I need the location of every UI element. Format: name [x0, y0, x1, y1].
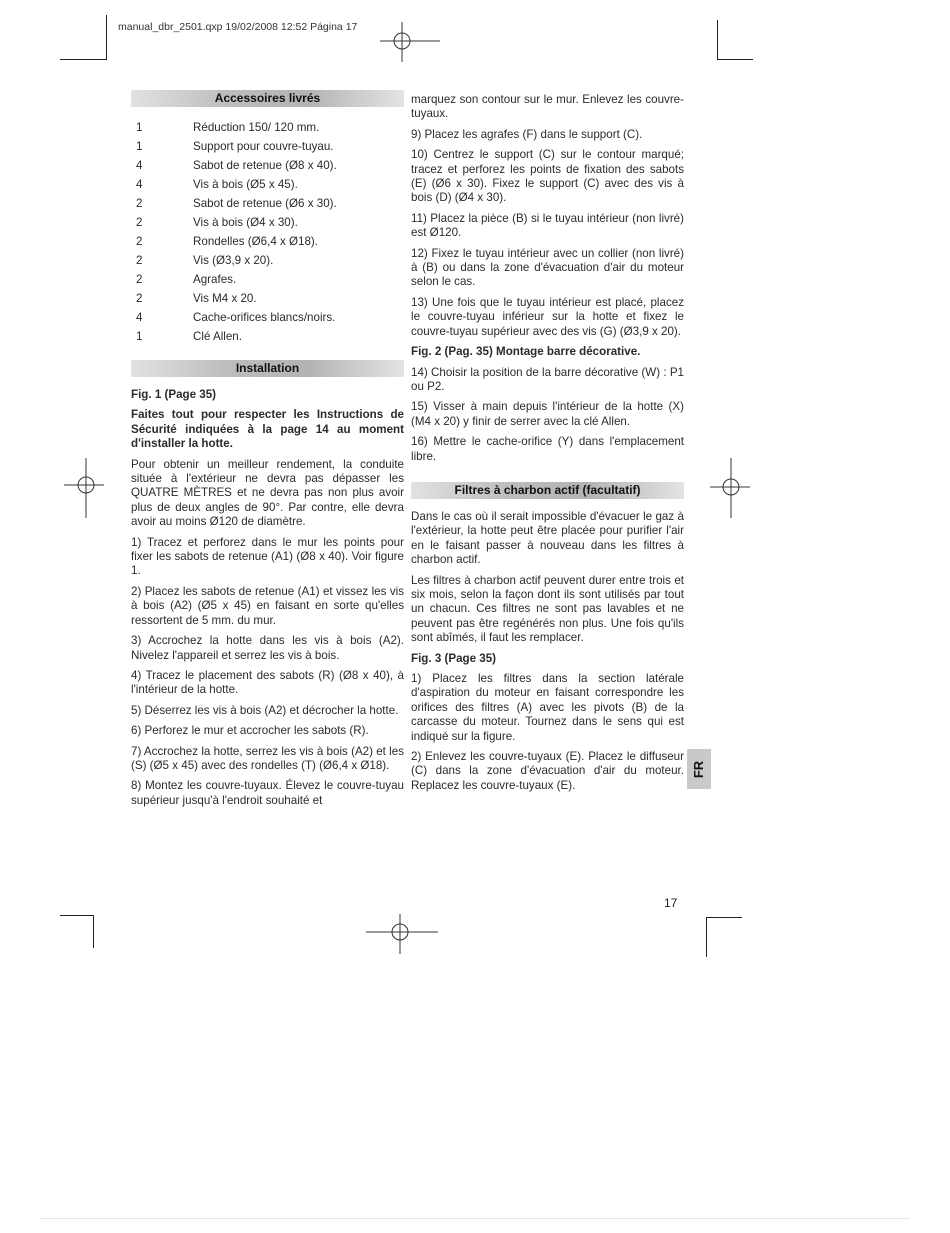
accessory-row	[131, 216, 337, 235]
decorative-bar-step: 15) Visser à main depuis l'intérieur de la hotte (X) (M4 x 20) y finir de serrer avec la clé Allen.	[411, 400, 684, 428]
decorative-bar-steps	[411, 366, 684, 464]
accessory-qty: 2	[136, 216, 143, 229]
language-tab	[687, 749, 711, 789]
section-title-accessories: Accessoires livrés	[131, 90, 404, 107]
accessory-desc: Vis (Ø3,9 x 20).	[193, 254, 274, 267]
accessory-qty: 2	[136, 254, 143, 267]
filters-para-2: Les filtres à charbon actif peuvent durer entre trois et six mois, selon la façon dont ils sont utilisés par tout un chacun. Ces filtres ne sont pas lavables et ne peuvent pas être regénérés non plus. Une fois qu'ils sont abîmés, il faut les remplacer.	[411, 573, 684, 645]
crop-mark-top-left	[106, 15, 107, 60]
fig3-caption: Fig. 3 (Page 35)	[411, 651, 497, 665]
installation-step: 3) Accrochez la hotte dans les vis à bois (A2). Nivelez l'appareil et serrez les vis à bois.	[131, 634, 404, 662]
accessory-desc: Agrafes.	[193, 273, 237, 286]
installation-step: 11) Placez la pièce (B) si le tuyau intérieur (non livré) est Ø120.	[411, 211, 684, 240]
accessory-qty: 1	[136, 140, 143, 153]
crop-mark-bottom-right-h	[706, 917, 742, 918]
section-title-installation: Installation	[131, 360, 404, 377]
accessory-row	[131, 273, 337, 292]
accessory-row	[131, 254, 337, 273]
accessory-qty: 1	[136, 330, 143, 343]
accessory-desc: Vis à bois (Ø4 x 30).	[193, 216, 298, 229]
installation-step: 1) Tracez et perforez dans le mur les points pour fixer les sabots de retenue (A1) (Ø8 x 40). Voir figure 1.	[131, 535, 404, 578]
accessories-table	[131, 121, 337, 349]
decorative-bar-step: 16) Mettre le cache-orifice (Y) dans l'emplacement libre.	[411, 435, 684, 463]
filters-para-1: Dans le cas où il serait impossible d'évacuer le gaz à l'extérieur, la hotte peut être placée pour purifier l'air en le faisant passer à nouveau dans les filtres à charbon actif.	[411, 509, 684, 567]
accessory-row	[131, 311, 337, 330]
file-header: manual_dbr_2501.qxp 19/02/2008 12:52 Página 17	[118, 21, 358, 33]
registration-mark-right-icon	[710, 458, 750, 518]
accessory-qty: 1	[136, 121, 143, 134]
accessory-qty: 2	[136, 197, 143, 210]
filters-steps	[411, 672, 684, 793]
accessory-row	[131, 330, 337, 349]
crop-mark-bottom-left	[93, 915, 94, 948]
accessory-qty: 4	[136, 159, 143, 172]
accessory-desc: Réduction 150/ 120 mm.	[193, 121, 320, 134]
accessory-desc: Vis à bois (Ø5 x 45).	[193, 178, 298, 191]
installation-step: 4) Tracez le placement des sabots (R) (Ø8 x 40), à l'intérieur de la hotte.	[131, 668, 404, 697]
installation-step: 2) Placez les sabots de retenue (A1) et vissez les vis à bois (A2) (Ø5 x 45) en faisant en sorte qu'elles ressortent de 5 mm. du mur.	[131, 584, 404, 627]
installation-step: 12) Fixez le tuyau intérieur avec un collier (non livré) à (B) ou dans la zone d'évacuation d'air du moteur selon le cas.	[411, 246, 684, 289]
crop-mark-bottom-left-h	[60, 915, 94, 916]
language-tab-label: FR	[691, 760, 707, 779]
page-number: 17	[664, 896, 678, 910]
installation-step: marquez son contour sur le mur. Enlevez les couvre-tuyaux.	[411, 93, 684, 121]
accessory-row	[131, 121, 337, 140]
accessory-desc: Sabot de retenue (Ø6 x 30).	[193, 197, 337, 210]
left-column	[131, 90, 404, 814]
accessory-desc: Support pour couvre-tuyau.	[193, 140, 334, 153]
installation-step: 10) Centrez le support (C) sur le contour marqué; tracez et perforez les points de fixation des sabots (E) (Ø6 x 30). Fixez le support (C) avec des vis à bois (D) (Ø4 x 30).	[411, 148, 684, 205]
accessory-qty: 2	[136, 235, 143, 248]
accessory-row	[131, 292, 337, 311]
accessory-desc: Rondelles (Ø6,4 x Ø18).	[193, 235, 319, 248]
safety-warning: Faites tout pour respecter les Instructions de Sécurité indiquées à la page 14 au moment d'installer la hotte.	[131, 408, 404, 451]
installation-step: 6) Perforez le mur et accrocher les sabots (R).	[131, 724, 369, 738]
installation-step: 8) Montez les couvre-tuyaux. Élevez le couvre-tuyau supérieur jusqu'à l'endroit souhaité et	[131, 779, 404, 807]
registration-mark-bottom-icon	[366, 914, 438, 954]
registration-mark-left-icon	[64, 458, 104, 518]
accessory-qty: 2	[136, 273, 143, 286]
installation-step: 7) Accrochez la hotte, serrez les vis à bois (A2) et les (S) (Ø5 x 45) avec des rondelles (T) (Ø6,4 x Ø18).	[131, 744, 404, 772]
accessory-row	[131, 178, 337, 197]
accessory-desc: Cache-orifices blancs/noirs.	[193, 311, 336, 324]
crop-mark-top-right	[717, 20, 718, 60]
installation-steps-right	[411, 93, 684, 339]
accessory-qty: 4	[136, 311, 143, 324]
crop-mark-top-right-h	[717, 59, 753, 60]
accessory-desc: Vis M4 x 20.	[193, 292, 257, 305]
installation-step: 9) Placez les agrafes (F) dans le support (C).	[411, 127, 643, 141]
accessory-qty: 2	[136, 292, 143, 305]
installation-step: 13) Une fois que le tuyau intérieur est placé, placez le couvre-tuyau inférieur sur la hotte et fixez le couvre-tuyau supérieur avec des vis (G) (Ø3,9 x 20).	[411, 295, 684, 338]
accessory-row	[131, 140, 337, 159]
page-bottom-edge	[40, 1218, 910, 1219]
decorative-bar-step: 14) Choisir la position de la barre décorative (W) : P1 ou P2.	[411, 365, 684, 393]
crop-mark-top-left-h	[60, 59, 106, 60]
accessory-row	[131, 235, 337, 254]
right-column	[411, 93, 684, 799]
fig1-caption: Fig. 1 (Page 35)	[131, 388, 217, 401]
installation-intro: Pour obtenir un meilleur rendement, la conduite située à l'extérieur ne devra pas dépasser les QUATRE MÈTRES et ne devra pas non plus avoir plus de deux angles de 90°. Par contre, elle devra avoir au moins Ø120 de diamètre.	[131, 457, 404, 529]
accessory-desc: Sabot de retenue (Ø8 x 40).	[193, 159, 337, 172]
filter-step: 2) Enlevez les couvre-tuyaux (E). Placez le diffuseur (C) dans la zone d'évacuation d'air du moteur. Replacez les couvre-tuyaux (E).	[411, 750, 684, 792]
accessory-desc: Clé Allen.	[193, 330, 242, 343]
accessory-row	[131, 197, 337, 216]
installation-steps-left	[131, 536, 404, 809]
accessory-qty: 4	[136, 178, 143, 191]
registration-mark-top-icon	[380, 22, 440, 62]
section-title-filters: Filtres à charbon actif (facultatif)	[411, 482, 684, 499]
accessory-row	[131, 159, 337, 178]
crop-mark-bottom-right	[706, 917, 707, 957]
installation-step: 5) Déserrez les vis à bois (A2) et décrocher la hotte.	[131, 703, 399, 717]
filter-step: 1) Placez les filtres dans la section latérale d'aspiration du moteur en faisant correspondre les orifices des filtres (A) avec les pivots (B) de la carcasse du moteur. Tournez dans le sens qui est indiqué sur la figure.	[411, 672, 684, 743]
fig2-caption: Fig. 2 (Pag. 35) Montage barre décorative.	[411, 345, 641, 359]
